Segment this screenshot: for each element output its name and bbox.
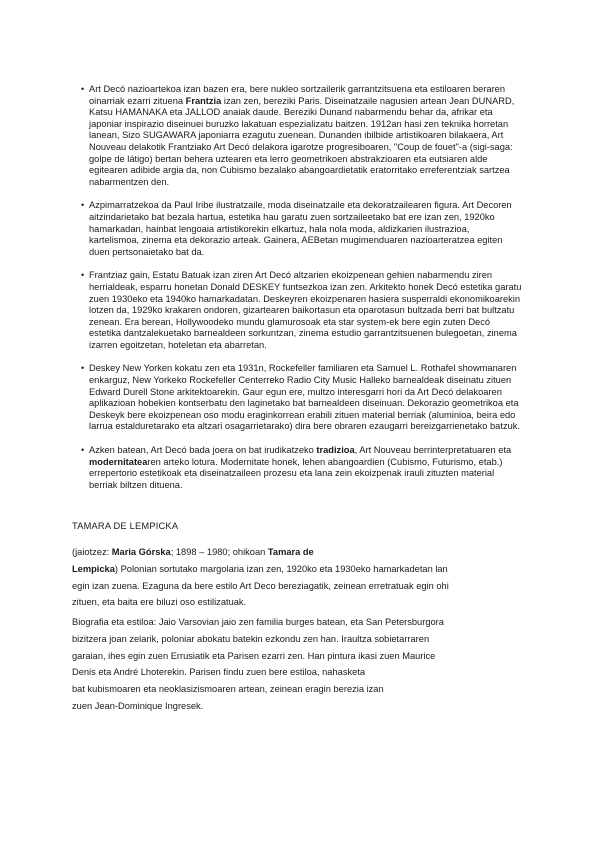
bold-run: Tamara de — [267, 547, 314, 557]
bullet-united-states — [82, 270, 522, 351]
text-run: Azken batean, Art Decó bada joera on bat irudikatzeko — [89, 445, 317, 456]
bold-run: Frantzia — [185, 95, 222, 106]
bold-run: Lempicka — [72, 563, 115, 574]
text-run: Art Decó nazioartekoa izan bazen era, bere nukleo sortzailerik garrantzitsuena eta estiloaren beraren oinarriak ezarri zituena — [89, 84, 506, 106]
text-run: ; 1898 – 1980; ohikoan — [170, 547, 268, 557]
text-run: Deskey New Yorken kokatu zen eta 1931n, Rockefeller familiaren eta Samuel L. Rothafel showmanaren enkarguz, New Yorkeko Rockefeller Centerreko Radio City Music Halleko barnealdeak diseinatu zituen Edward Durell Stone arkitektoarekin. Gaur egun ere, multzo interesgarri hori da Art Decó delakoaren aplikazioan hobekien kontserbatu den laginetako bat barnealdeen diseinuan. Dekorazio geometrikoa eta Deskeyk bere ekoizpenean oso modu eraginkorrean erabili zituen material berriak (aluminioa, beira edo larrua estalduretarako eta altzari osagarrietarako) dira bere obraren ezaugarri bereizgarrienetako batzuk. — [89, 363, 520, 432]
intro-line — [72, 561, 542, 578]
lempicka-intro-paragraph — [72, 544, 542, 611]
text-run: (jaiotzez: — [72, 547, 112, 557]
bullet-deskey — [82, 363, 522, 433]
text-run: ren arteko lotura. Modernitate honek, lehen abangoardien (Cubismo, Futurismo, etab.) errepertorio estetikoak eta diseinatzaileen prozesu eta lana zein ekoizpenak irauli zituzten material berriak biltzen dituena. — [89, 456, 503, 490]
text-run: Azpimarratzekoa da Paul Iribe ilustratzaile, moda diseinatzaile eta dekoratzailearen figura. Art Decoren aitzindarietako bat bezala hartua, estetika hau garatu zuen sortzaileetako bat ere izan zen, 1920ko hamarkadan, hainbat lengoaia artistikorekin elkartuz, hala nola moda, aldizkarien ilustrazioa, kartelismoa, zinema eta dekorazio arteak. Gainera, AEBetan mugimenduaren nazioarteratzea egiten duen pertsonaietako bat da. — [89, 200, 512, 257]
bullet-france — [82, 84, 522, 188]
bio-line: garaian, ihes egin zuen Errusiatik eta Parisen ezarri zen. Han pintura ikasi zuen Maurice — [72, 650, 436, 661]
art-deco-bullet-list — [82, 84, 522, 503]
bold-run: modernitatea — [89, 456, 148, 467]
bio-line: Biografia eta estiloa: Jaio Varsovian jaio zen familia burges batean, eta San Petersburgora — [72, 617, 444, 627]
bullet-paul-iribe — [82, 200, 522, 258]
text-run: izan zen, bereziki Paris. Diseinatzaile nagusien artean Jean DUNARD, Katsu HAMANAKA eta JALLOD anaiak daude. Bereziki Dunand nabarmendu behar da, afrikar eta japoniar inspirazio diseinuei buruzko lakatuan espezializatu baitzen. 1912an hasi zen teknika horretan lanean, Sizo SUGAWARA japoniarra ezagutu zuenean. Dunanden ibilbide artistikoaren bilakaera, Art Nouveau delakotik Frantziako Art Decó delakora igarotze progresiboaren, "Coup de fouet"-a (sigi-saga: golpe de látigo) bertan behera uztearen eta lerro geometrikoen abstrakzioaren eta eutsiaren alde egitearen adibide argia da, non Cubismo bezalako abangoardietatik eratorritako erreferentziak sartzea nabarmentzen den. — [89, 95, 515, 187]
lempicka-biography-paragraph — [72, 614, 542, 715]
bio-line: Denis eta André Lhoterekin. Parisen findu zuen bere estiloa, nahasketa — [72, 667, 366, 678]
bold-run: tradizioa — [316, 445, 355, 456]
bio-line: zuen Jean-Dominique Ingresek. — [72, 700, 204, 711]
text-run: ) Polonian sortutako margolaria izan zen, 1920ko eta 1930eko hamarkadetan lan — [114, 563, 448, 574]
intro-line: egin izan zuena. Ezaguna da bere estilo Art Deco bereziagatik, zeinean erretratuak egin ohi — [72, 580, 449, 591]
text-run: Frantziaz gain, Estatu Batuak izan ziren Art Decó altzarien ekoizpenean gehien nabarmendu ziren herrialdeak, esparru honetan Donald DESKEY funtsezkoa izan zen. Arkitekto honek Decó estetika garatu zuen 1930eko eta 1940ko hamarkadatan. Deskeyren ekoizpenaren hasiera susperraldi ekonomikoarekin lotzen da, 1929ko krakaren ondoren, gizartearen baikortasun eta oparotasun bultzada berri bat bultzatu zenean. Era berean, Hollywoodeko mundu glamurosoak eta star system-ek bere egin zuten Decó estetika dantzalekuetako barnealdeen sorkuntzan, zinema estudio garrantzitsuenen bulegoetan, zinema izarren egoitzetan, hoteletan eta abarretan. — [89, 270, 522, 350]
bio-line: bizitzera joan zelarik, poloniar abokatu batekin ezkondu zen han. Iraultza sobietarraren — [72, 633, 430, 644]
bold-run: Maria Górska — [111, 547, 171, 557]
intro-line — [72, 544, 542, 561]
text-run: , Art Nouveau berrinterpretatuaren eta — [354, 445, 512, 456]
bullet-conclusion — [82, 445, 522, 491]
lempicka-heading: TAMARA DE LEMPICKA — [72, 521, 179, 531]
intro-line: zituen, eta baita ere biluzi oso estilizatuak. — [72, 597, 247, 608]
bio-line: bat kubismoaren eta neoklasizismoaren artean, zeinean eragin berezia izan — [72, 684, 384, 695]
